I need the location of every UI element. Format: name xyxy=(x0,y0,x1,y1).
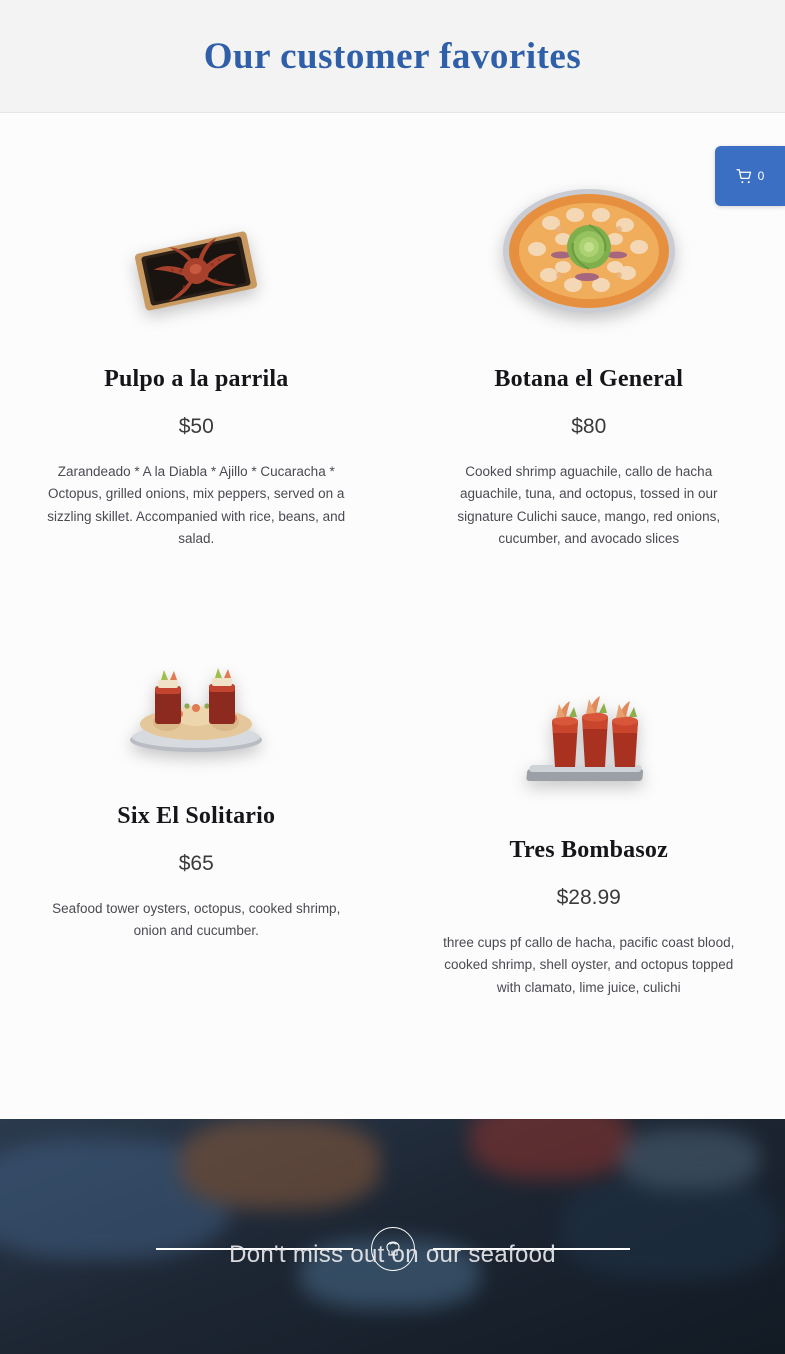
menu-item-pulpo[interactable] xyxy=(0,173,393,580)
page-title: Our customer favorites xyxy=(203,35,582,77)
menu-item-price: $80 xyxy=(571,415,607,438)
footer-tagline: Don't miss out on our seafood xyxy=(229,1241,556,1268)
menu-item-image-tres-bombasoz xyxy=(429,654,750,829)
menu-item-name: Pulpo a la parrila xyxy=(104,366,289,392)
menu-item-description: Cooked shrimp aguachile, callo de hacha aguachile, tuna, and octopus, tossed in our signature Culichi sauce, mango, red onions, cucumber, and avocado slices xyxy=(457,464,721,546)
menu-item-price: $50 xyxy=(178,415,214,438)
menu-item-botana-el-general[interactable] xyxy=(393,143,785,580)
menu-item-name: Six El Solitario xyxy=(117,803,276,830)
cart-count: 0 xyxy=(757,169,765,183)
menu-item-description: three cups pf callo de hacha, pacific coast blood, cooked shrimp, shell oyster, and octopus topped with clamato, lime juice, culichi xyxy=(443,935,735,995)
menu-item-six-el-solitario[interactable] xyxy=(0,610,393,973)
menu-item-image-botana-el-general xyxy=(429,143,750,358)
menu-item-tres-bombasoz[interactable] xyxy=(393,654,785,1029)
shopping-cart-icon xyxy=(736,168,753,185)
menu-item-description: Seafood tower oysters, octopus, cooked shrimp, onion and cucumber. xyxy=(52,901,341,939)
menu-item-name: Botana el General xyxy=(494,366,684,392)
seafood-tower-icon xyxy=(121,658,271,758)
menu-item-price: $28.99 xyxy=(556,886,621,910)
menu-item-image-pulpo xyxy=(36,183,357,358)
menu-item-image-six-el-solitario xyxy=(36,620,357,795)
menu-column-left xyxy=(0,143,393,1029)
menu-item-name: Tres Bombasoz xyxy=(509,837,668,864)
page-header xyxy=(0,0,785,113)
shrimp-cocktail-cups-icon xyxy=(514,687,664,797)
menu-section xyxy=(0,113,785,1119)
menu-column-right xyxy=(393,143,785,1029)
menu-item-description: Zarandeado * A la Diabla * Ajillo * Cucaracha * Octopus, grilled onions, mix peppers, served on a sizzling skillet. Accompanied with rice, beans, and salad. xyxy=(47,464,346,546)
cart-button[interactable] xyxy=(715,146,785,206)
menu-grid xyxy=(0,143,785,1029)
menu-item-price: $65 xyxy=(178,852,214,876)
grilled-octopus-icon xyxy=(121,216,271,326)
seafood-platter-icon xyxy=(501,181,677,321)
footer-banner xyxy=(0,1119,785,1354)
